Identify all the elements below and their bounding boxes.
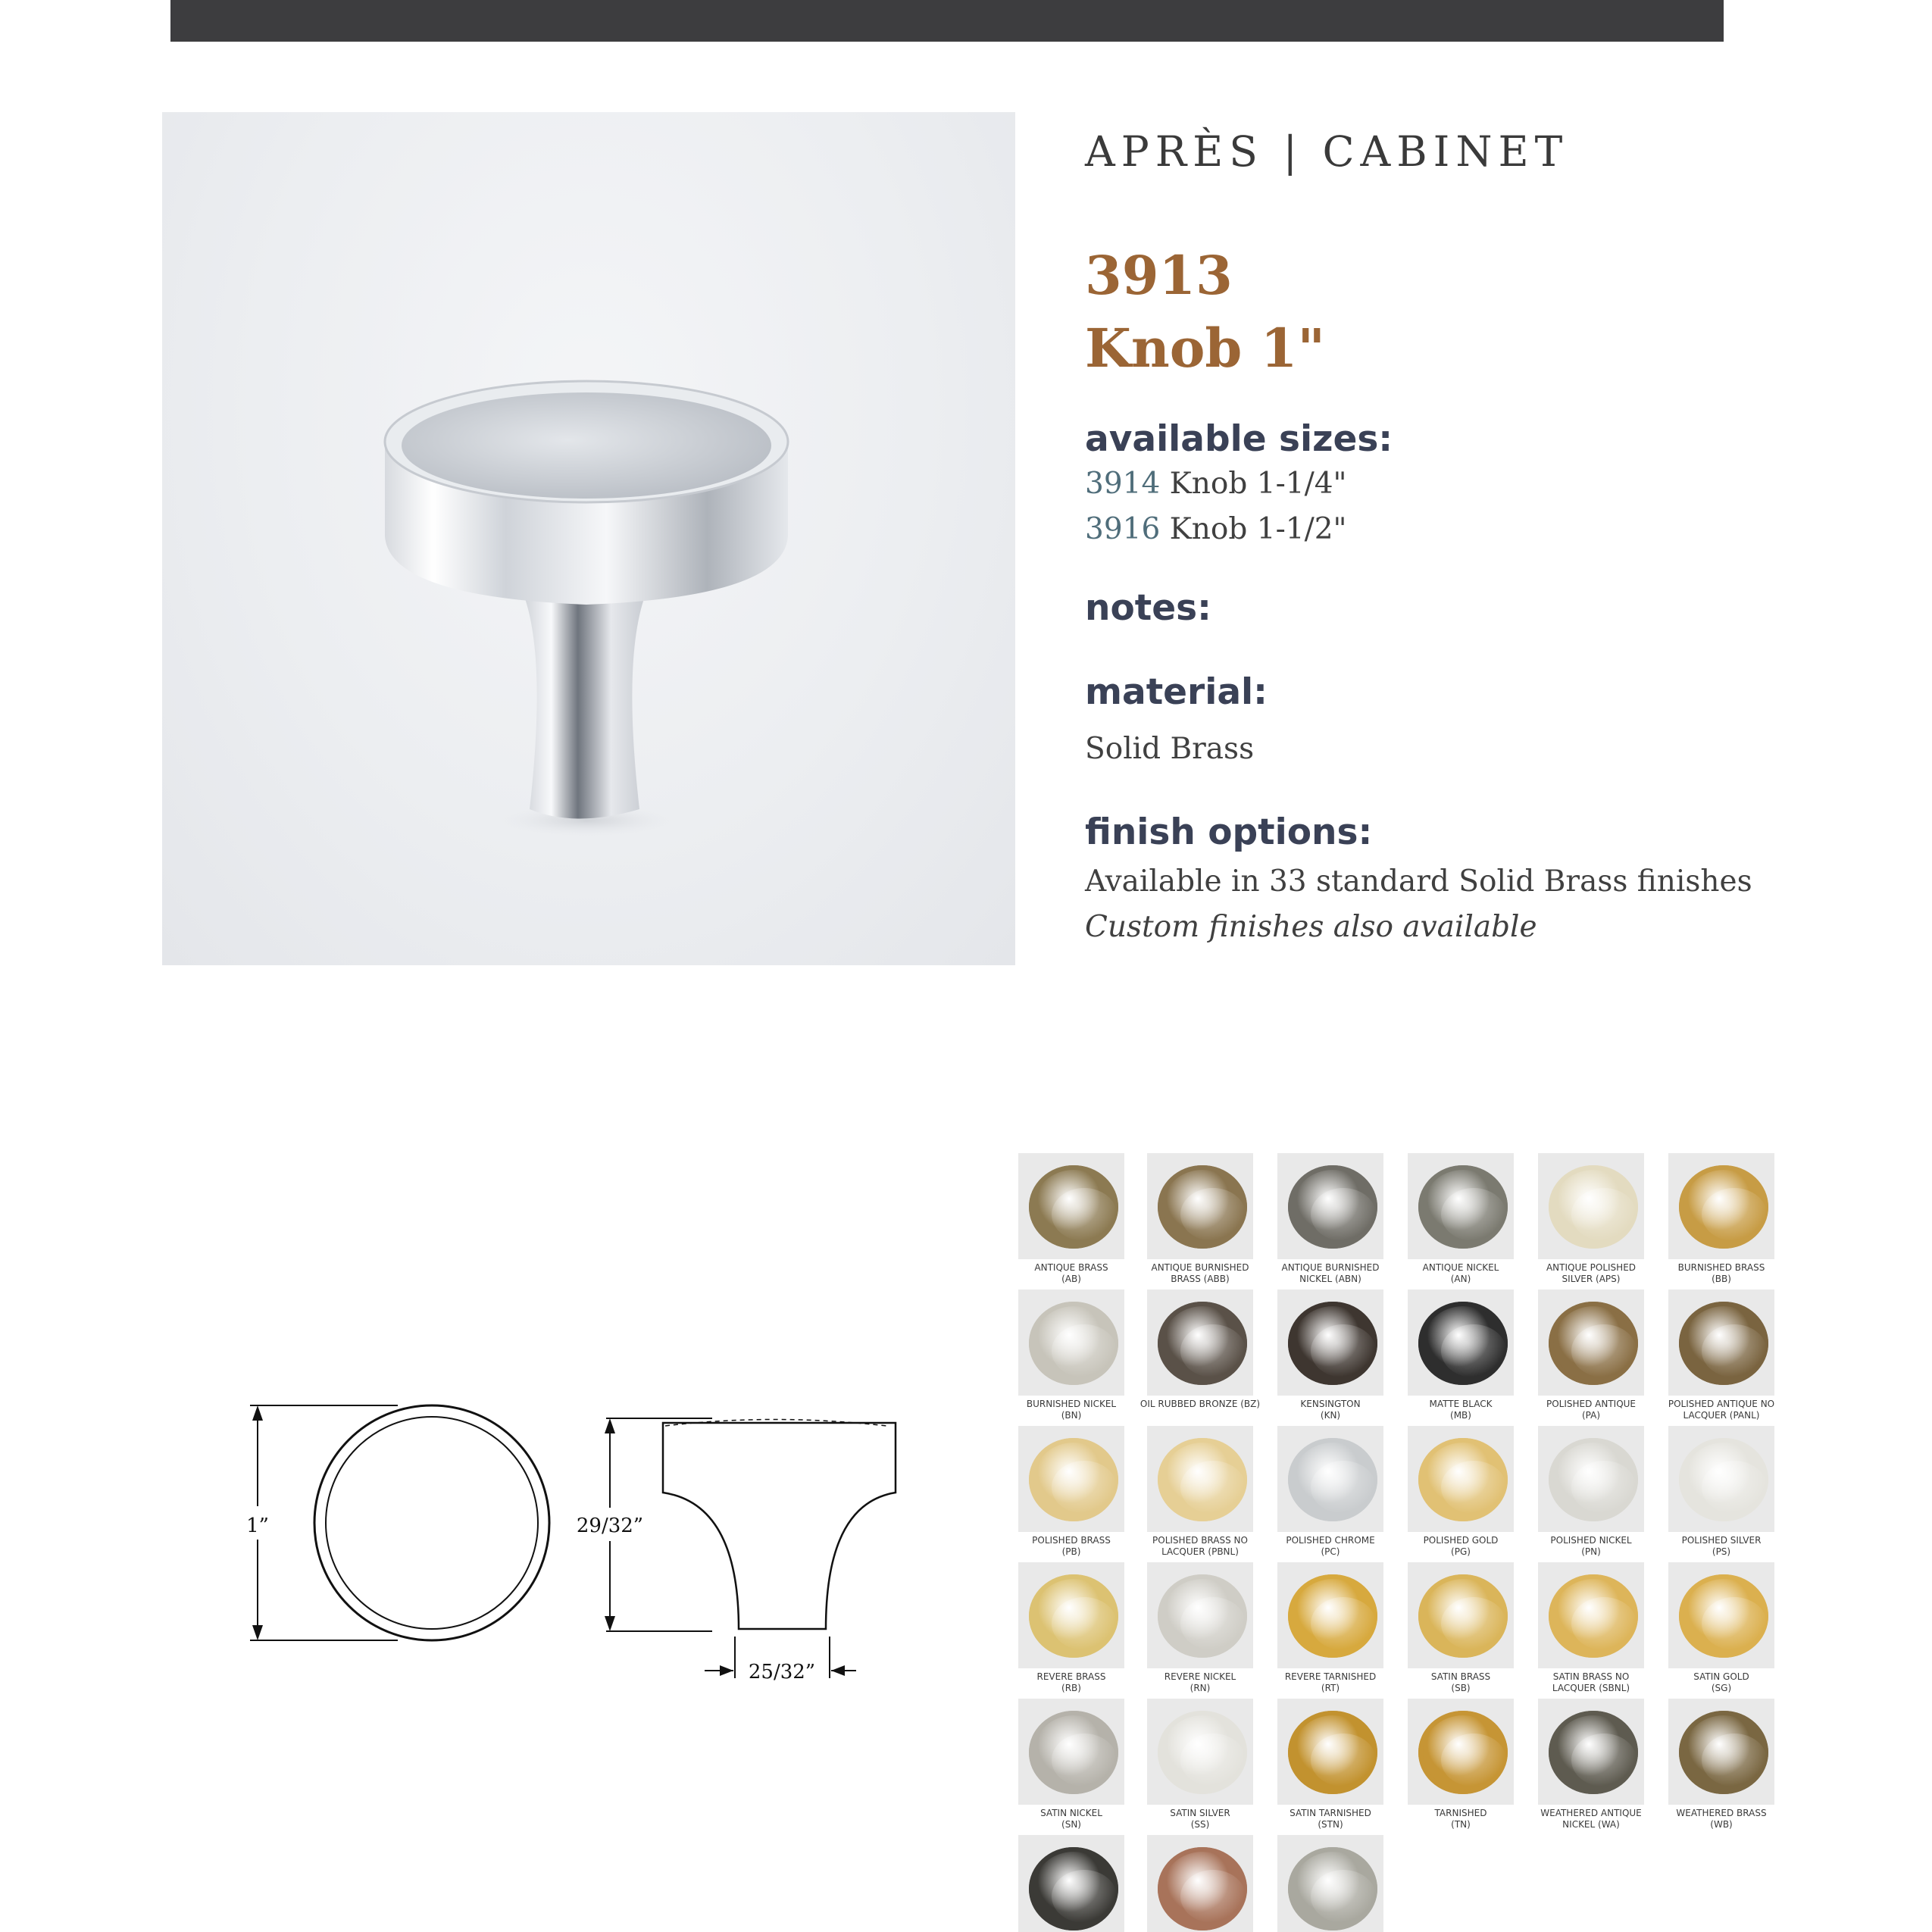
- finish-swatch: [1668, 1290, 1774, 1421]
- finish-code: (KN): [1320, 1410, 1341, 1421]
- size-code[interactable]: 3914: [1085, 467, 1161, 501]
- finish-swatch-image: [1538, 1426, 1644, 1532]
- finish-swatch: [1018, 1290, 1124, 1421]
- finish-code: (SB): [1451, 1683, 1471, 1693]
- finish-name: WEATHERED ANTIQUE NICKEL (WA): [1540, 1808, 1642, 1830]
- finish-swatch-image: [1018, 1562, 1124, 1668]
- finish-knob-sample: [1549, 1165, 1638, 1249]
- product-info: [1085, 121, 1873, 950]
- finish-knob-sample: [1158, 1847, 1247, 1930]
- finish-knob-sample: [1158, 1165, 1247, 1249]
- available-sizes-label: available sizes:: [1085, 418, 1393, 460]
- finish-swatch: [1538, 1562, 1644, 1694]
- finish-swatch-image: [1147, 1835, 1253, 1932]
- finish-knob-sample: [1029, 1711, 1118, 1794]
- finish-swatch-image: [1408, 1426, 1514, 1532]
- finish-knob-sample: [1418, 1574, 1508, 1658]
- finish-swatch-label: [1400, 1535, 1521, 1558]
- finish-swatch-label: [1140, 1808, 1261, 1830]
- finish-swatch-image: [1277, 1290, 1383, 1396]
- finish-swatch: [1277, 1290, 1383, 1421]
- finish-code: (SS): [1190, 1819, 1210, 1830]
- finish-knob-sample: [1679, 1711, 1768, 1794]
- finish-swatch-image: [1277, 1835, 1383, 1932]
- finish-code: (RB): [1061, 1683, 1081, 1693]
- finish-knob-sample: [1679, 1165, 1768, 1249]
- finish-knob-sample: [1418, 1165, 1508, 1249]
- finish-knob-sample: [1549, 1438, 1638, 1521]
- finish-name: POLISHED SILVER: [1681, 1535, 1762, 1546]
- finish-swatch: [1538, 1699, 1644, 1830]
- finish-swatch-label: [1018, 1808, 1132, 1830]
- finish-knob-highlight: [1311, 1188, 1376, 1241]
- finish-swatch-label: [1270, 1535, 1391, 1558]
- finish-knob-highlight: [1571, 1597, 1637, 1650]
- finish-knob-sample: [1288, 1711, 1377, 1794]
- finish-swatch-label: [1270, 1399, 1391, 1421]
- finish-swatch-label: [1018, 1671, 1132, 1694]
- finish-knob-sample: [1549, 1302, 1638, 1385]
- finish-swatch-image: [1147, 1153, 1253, 1259]
- finish-swatch-image: [1277, 1699, 1383, 1805]
- finish-name: BURNISHED NICKEL: [1026, 1399, 1117, 1409]
- finish-swatch-image: [1147, 1426, 1253, 1532]
- finish-swatch-label: [1530, 1262, 1652, 1285]
- custom-finishes-text: Custom finishes also available: [1085, 910, 1537, 944]
- top-bar: [170, 0, 1724, 42]
- finish-swatch-image: [1018, 1153, 1124, 1259]
- finish-swatch: [1668, 1562, 1774, 1694]
- diameter-label: 1”: [246, 1515, 269, 1537]
- finish-swatch-image: [1018, 1290, 1124, 1396]
- finish-knob-highlight: [1311, 1597, 1376, 1650]
- finish-knob-highlight: [1311, 1461, 1376, 1514]
- finish-code: (BN): [1061, 1410, 1082, 1421]
- finish-name: REVERE BRASS: [1036, 1671, 1106, 1682]
- finish-knob-sample: [1158, 1711, 1247, 1794]
- finish-swatch-image: [1147, 1699, 1253, 1805]
- finish-swatch: [1018, 1562, 1124, 1694]
- finish-swatch-label: [1018, 1535, 1132, 1558]
- finish-name: SATIN GOLD: [1693, 1671, 1749, 1682]
- finish-knob-highlight: [1052, 1870, 1117, 1923]
- finish-swatch: [1018, 1426, 1124, 1558]
- finish-knob-sample: [1288, 1847, 1377, 1930]
- finish-knob-highlight: [1702, 1324, 1767, 1377]
- finish-knob-highlight: [1571, 1188, 1637, 1241]
- finish-knob-sample: [1679, 1438, 1768, 1521]
- finish-swatch: [1277, 1426, 1383, 1558]
- material-label: material:: [1085, 671, 1268, 713]
- finish-knob-sample: [1158, 1302, 1247, 1385]
- finish-knob-highlight: [1052, 1597, 1117, 1650]
- brand-title: APRÈS | CABINET: [1085, 127, 1569, 176]
- finish-code: (RN): [1190, 1683, 1211, 1693]
- finish-swatch: [1018, 1835, 1124, 1932]
- finish-swatch: [1538, 1290, 1644, 1421]
- base-width-label: 25/32”: [748, 1661, 816, 1683]
- finish-code: (TN): [1451, 1819, 1471, 1830]
- finish-swatch: [1538, 1426, 1644, 1558]
- finish-swatch-image: [1538, 1699, 1644, 1805]
- finish-swatch-label: [1270, 1262, 1391, 1285]
- finish-name: SATIN NICKEL: [1040, 1808, 1102, 1818]
- finish-swatch-label: [1661, 1671, 1782, 1694]
- finish-swatch: [1408, 1699, 1514, 1830]
- finish-knob-sample: [1029, 1438, 1118, 1521]
- finish-code: (RT): [1321, 1683, 1340, 1693]
- finish-swatch: [1408, 1153, 1514, 1285]
- finish-swatch-image: [1668, 1426, 1774, 1532]
- finish-swatch: [1147, 1153, 1253, 1285]
- notes-label: notes:: [1085, 587, 1211, 629]
- finish-code: (AN): [1450, 1274, 1471, 1284]
- finish-knob-highlight: [1702, 1461, 1767, 1514]
- finish-knob-highlight: [1180, 1597, 1246, 1650]
- finish-swatch-image: [1408, 1699, 1514, 1805]
- product-photo: [162, 112, 1015, 965]
- finish-knob-highlight: [1180, 1733, 1246, 1787]
- finish-swatch-label: [1400, 1671, 1521, 1694]
- finish-swatch-label: [1661, 1399, 1782, 1421]
- finish-knob-sample: [1679, 1302, 1768, 1385]
- size-item: [1085, 461, 1873, 507]
- finish-knob-sample: [1288, 1165, 1377, 1249]
- finish-name: OIL RUBBED BRONZE (BZ): [1140, 1399, 1261, 1409]
- finish-swatch-grid: [1018, 1153, 1932, 1932]
- finish-knob-highlight: [1441, 1188, 1506, 1241]
- finish-knob-highlight: [1311, 1870, 1376, 1923]
- finish-swatch-label: [1530, 1671, 1652, 1694]
- finish-knob-sample: [1418, 1711, 1508, 1794]
- finish-swatch-label: [1270, 1671, 1391, 1694]
- finish-name: SATIN TARNISHED: [1290, 1808, 1371, 1818]
- finish-name: BURNISHED BRASS: [1677, 1262, 1765, 1273]
- finish-swatch-image: [1538, 1153, 1644, 1259]
- finish-knob-sample: [1029, 1574, 1118, 1658]
- finish-swatch-image: [1277, 1426, 1383, 1532]
- size-desc: Knob 1-1/4": [1169, 467, 1347, 501]
- height-label: 29/32”: [576, 1515, 644, 1537]
- finish-swatch: [1018, 1153, 1124, 1285]
- finish-swatch-label: [1530, 1535, 1652, 1558]
- size-desc: Knob 1-1/2": [1169, 512, 1347, 546]
- finish-swatch-image: [1277, 1562, 1383, 1668]
- finish-code: (WB): [1710, 1819, 1733, 1830]
- finish-code: (PC): [1321, 1546, 1340, 1557]
- finish-knob-sample: [1549, 1574, 1638, 1658]
- finish-knob-highlight: [1571, 1733, 1637, 1787]
- finish-name: POLISHED ANTIQUE NO LACQUER (PANL): [1668, 1399, 1775, 1421]
- finish-code: (BB): [1712, 1274, 1731, 1284]
- finish-swatch: [1140, 1290, 1261, 1410]
- finish-knob-highlight: [1311, 1733, 1376, 1787]
- finish-swatch-label: [1140, 1535, 1261, 1558]
- finish-swatch-label: [1270, 1808, 1391, 1830]
- finish-code: (SN): [1061, 1819, 1081, 1830]
- finish-knob-highlight: [1052, 1324, 1117, 1377]
- finish-swatch-image: [1147, 1562, 1253, 1668]
- finish-swatch: [1147, 1562, 1253, 1694]
- finish-swatch-label: [1661, 1535, 1782, 1558]
- finish-swatch-label: [1661, 1808, 1782, 1830]
- knob-photo-illustration: [162, 112, 1015, 965]
- finish-name: ANTIQUE BRASS: [1034, 1262, 1108, 1273]
- finish-swatch: [1018, 1699, 1124, 1830]
- finish-name: ANTIQUE POLISHED SILVER (APS): [1546, 1262, 1637, 1284]
- finish-swatch: [1668, 1699, 1774, 1830]
- finish-name: POLISHED CHROME: [1286, 1535, 1375, 1546]
- product-number: 3913: [1085, 244, 1233, 307]
- finish-knob-sample: [1158, 1438, 1247, 1521]
- finish-swatch-label: [1661, 1262, 1782, 1285]
- finish-knob-sample: [1288, 1302, 1377, 1385]
- finish-knob-highlight: [1441, 1324, 1506, 1377]
- finish-name: SATIN SILVER: [1170, 1808, 1230, 1818]
- finish-name: POLISHED NICKEL: [1550, 1535, 1632, 1546]
- finish-knob-sample: [1029, 1847, 1118, 1930]
- finish-swatch-label: [1140, 1262, 1261, 1285]
- finish-swatch: [1668, 1426, 1774, 1558]
- finish-knob-sample: [1029, 1165, 1118, 1249]
- finish-knob-highlight: [1180, 1188, 1246, 1241]
- finish-code: (MB): [1450, 1410, 1471, 1421]
- finish-name: POLISHED BRASS: [1032, 1535, 1111, 1546]
- finish-name: SATIN BRASS NO LACQUER (SBNL): [1552, 1671, 1630, 1693]
- product-name: Knob 1": [1085, 317, 1325, 380]
- finish-swatch: [1277, 1699, 1383, 1830]
- finish-swatch-image: [1018, 1426, 1124, 1532]
- finish-swatch-label: [1530, 1399, 1652, 1421]
- finish-swatch: [1408, 1426, 1514, 1558]
- finish-name: ANTIQUE BURNISHED BRASS (ABB): [1151, 1262, 1249, 1284]
- finish-swatch: [1147, 1699, 1253, 1830]
- finish-knob-sample: [1288, 1438, 1377, 1521]
- finish-swatch-label: [1400, 1808, 1521, 1830]
- finish-code: (PN): [1581, 1546, 1601, 1557]
- finish-code: (PG): [1451, 1546, 1471, 1557]
- finish-knob-sample: [1288, 1574, 1377, 1658]
- finish-knob-highlight: [1052, 1188, 1117, 1241]
- finish-knob-highlight: [1571, 1324, 1637, 1377]
- finish-swatch-label: [1400, 1262, 1521, 1285]
- finish-swatch-label: [1140, 1399, 1261, 1410]
- finish-swatch: [1408, 1290, 1514, 1421]
- finish-swatch-image: [1668, 1699, 1774, 1805]
- finish-knob-highlight: [1180, 1461, 1246, 1514]
- finish-knob-sample: [1679, 1574, 1768, 1658]
- finish-swatch-label: [1400, 1399, 1521, 1421]
- finish-name: REVERE NICKEL: [1164, 1671, 1236, 1682]
- finish-knob-highlight: [1702, 1597, 1767, 1650]
- finish-swatch-image: [1147, 1290, 1253, 1396]
- finish-knob-highlight: [1702, 1733, 1767, 1787]
- finish-swatch-image: [1538, 1290, 1644, 1396]
- finish-knob-highlight: [1441, 1597, 1506, 1650]
- finish-name: MATTE BLACK: [1429, 1399, 1493, 1409]
- finish-swatch-image: [1408, 1562, 1514, 1668]
- finish-swatch-image: [1277, 1153, 1383, 1259]
- finish-swatch-image: [1408, 1290, 1514, 1396]
- finish-swatch: [1408, 1562, 1514, 1694]
- finish-swatch: [1277, 1153, 1383, 1285]
- finish-swatch-image: [1538, 1562, 1644, 1668]
- finish-swatch: [1668, 1153, 1774, 1285]
- dimension-drawing: [227, 1379, 947, 1712]
- finish-knob-sample: [1158, 1574, 1247, 1658]
- size-item: [1085, 507, 1873, 552]
- finish-code: (PB): [1061, 1546, 1081, 1557]
- finish-knob-sample: [1418, 1302, 1508, 1385]
- finish-knob-highlight: [1571, 1461, 1637, 1514]
- finish-code: (PS): [1712, 1546, 1731, 1557]
- finish-name: KENSINGTON: [1300, 1399, 1361, 1409]
- finish-options-text: Available in 33 standard Solid Brass finishes: [1085, 864, 1752, 899]
- finish-knob-highlight: [1441, 1461, 1506, 1514]
- finish-swatch-label: [1140, 1671, 1261, 1694]
- size-code[interactable]: 3916: [1085, 512, 1161, 546]
- finish-knob-sample: [1418, 1438, 1508, 1521]
- finish-knob-sample: [1029, 1302, 1118, 1385]
- finish-swatch-image: [1018, 1835, 1124, 1932]
- finish-knob-highlight: [1441, 1733, 1506, 1787]
- finish-name: WEATHERED BRASS: [1676, 1808, 1767, 1818]
- finish-swatch-image: [1668, 1562, 1774, 1668]
- finish-swatch: [1147, 1835, 1253, 1932]
- finish-swatch: [1538, 1153, 1644, 1285]
- finish-knob-highlight: [1052, 1461, 1117, 1514]
- finish-swatch-image: [1408, 1153, 1514, 1259]
- finish-knob-sample: [1549, 1711, 1638, 1794]
- finish-swatch: [1277, 1835, 1383, 1932]
- finish-knob-highlight: [1052, 1733, 1117, 1787]
- finish-name: TARNISHED: [1434, 1808, 1487, 1818]
- finish-swatch-image: [1668, 1290, 1774, 1396]
- finish-code: (AB): [1061, 1274, 1081, 1284]
- finish-code: (PA): [1581, 1410, 1601, 1421]
- finish-name: REVERE TARNISHED: [1284, 1671, 1377, 1682]
- finish-name: SATIN BRASS: [1430, 1671, 1491, 1682]
- finish-swatch-label: [1018, 1399, 1132, 1421]
- finish-knob-highlight: [1311, 1324, 1376, 1377]
- finish-swatch: [1277, 1562, 1383, 1694]
- finish-knob-highlight: [1702, 1188, 1767, 1241]
- finish-swatch: [1147, 1426, 1253, 1558]
- finish-swatch-image: [1668, 1153, 1774, 1259]
- finish-name: POLISHED GOLD: [1423, 1535, 1499, 1546]
- material-value: Solid Brass: [1085, 732, 1255, 766]
- finish-code: (SG): [1711, 1683, 1732, 1693]
- finish-name: POLISHED ANTIQUE: [1546, 1399, 1637, 1409]
- finish-name: POLISHED BRASS NO LACQUER (PBNL): [1152, 1535, 1248, 1557]
- finish-code: (STN): [1318, 1819, 1343, 1830]
- finish-options-label: finish options:: [1085, 811, 1373, 853]
- finish-swatch-label: [1530, 1808, 1652, 1830]
- finish-knob-highlight: [1180, 1324, 1246, 1377]
- finish-name: ANTIQUE BURNISHED NICKEL (ABN): [1281, 1262, 1380, 1284]
- finish-name: ANTIQUE NICKEL: [1422, 1262, 1499, 1273]
- finish-knob-highlight: [1180, 1870, 1246, 1923]
- finish-swatch-image: [1018, 1699, 1124, 1805]
- finish-swatch-label: [1018, 1262, 1132, 1285]
